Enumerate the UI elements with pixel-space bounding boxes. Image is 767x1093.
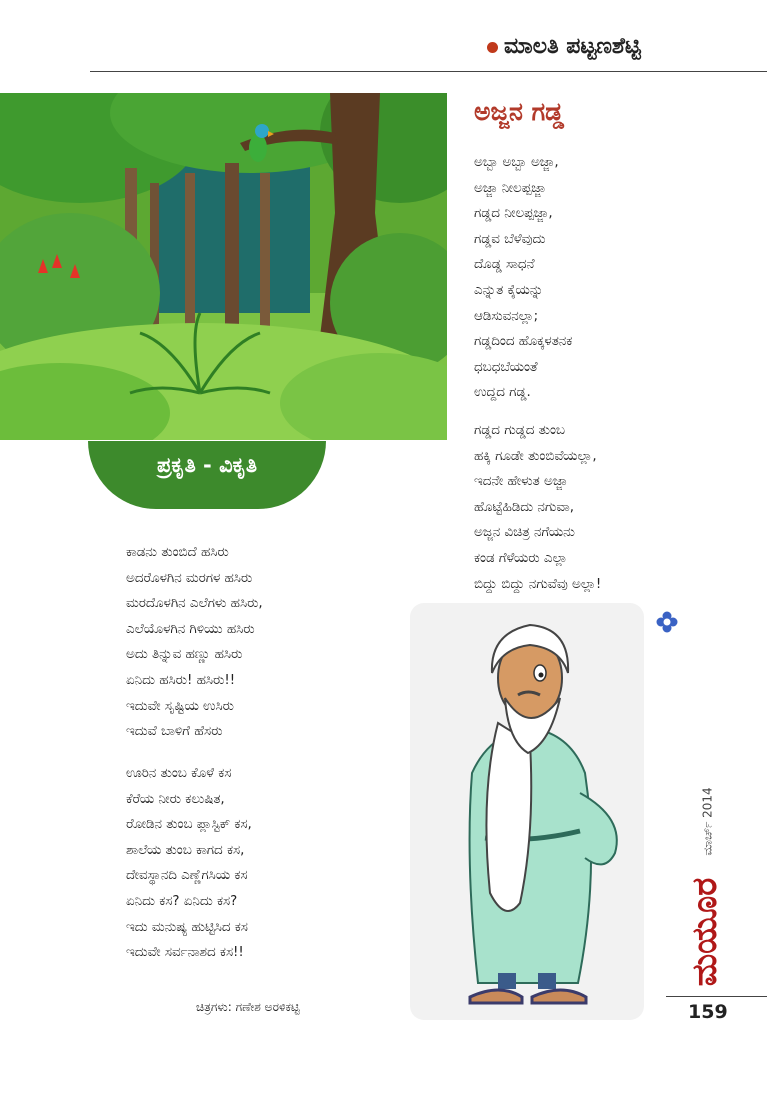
header-divider	[90, 71, 767, 72]
poem-line: ಎಲೆಯೊಳಗಿನ ಗಿಳಿಯು ಹಸಿರು	[126, 621, 255, 637]
author-name-text: ಮಾಲತಿ ಪಟ್ಟಣಶೆಟ್ಟಿ	[504, 34, 641, 59]
poem-line: ಶಾಲೆಯ ತುಂಬ ಕಾಗದ ಕಸ,	[126, 842, 245, 858]
poem-line: ಅಜ್ಜನ ವಿಚಿತ್ರ ನಗೆಯನು	[474, 525, 575, 541]
issue-date	[696, 787, 720, 856]
poem-line: ಏನಿದು ಹಸಿರು! ಹಸಿರು!!	[126, 672, 236, 688]
poem-line: ಗಡ್ಡದಿಂದ ಹೊಕ್ಕಳತನಕ	[474, 334, 573, 350]
forest-illustration	[0, 93, 447, 440]
magazine-name	[685, 850, 725, 1000]
poem2-stanza2	[126, 761, 252, 966]
poem-line: ಗಡ್ಡದ ಗುಡ್ಡದ ತುಂಬ	[474, 423, 565, 438]
poem-line: ಹಕ್ಕಿ ಗೂಡೇ ತುಂಬಿವೆಯಲ್ಲಾ,	[474, 448, 597, 464]
poem1-stanza1	[474, 150, 572, 406]
page-number: 159	[688, 1001, 728, 1023]
poem-line: ಗಡ್ಡವ ಬೆಳೆವುದು	[474, 231, 546, 247]
poem-line: ದೇವಸ್ಥಾನದಿ ಎಣ್ಣೆಗಸಿಯ ಕಸ	[126, 868, 248, 884]
poem-line: ಎನ್ನುತ ಕೈಯನ್ನು	[474, 282, 544, 298]
poem-line: ದೊಡ್ಡ ಸಾಧನೆ	[474, 257, 535, 273]
poem-line: ಇದನೇ ಹೇಳುತ ಅಜ್ಜಾ	[474, 474, 568, 490]
poem-line: ಗಡ್ಡದ ನೀಲಪ್ಪಜ್ಜಾ,	[474, 206, 553, 222]
poem-line: ಹೊಟ್ಟೆಹಿಡಿದು ನಗುವಾ,	[474, 499, 574, 515]
magazine-name-text: ಮಯೂರ	[685, 877, 725, 987]
poem-line: ಅಬ್ಬಾ ಅಬ್ಬಾ ಅಜ್ಜಾ,	[474, 155, 559, 170]
poem-line: ಬಿದ್ದು ಬಿದ್ದು ನಗುವೆವು ಅಲ್ಲಾ!	[474, 576, 602, 592]
poem-line: ಧಬಧಬೆಯಂತೆ	[474, 359, 538, 375]
poem1-stanza2	[474, 418, 601, 597]
poem-line: ಆಡಿಸುವನಲ್ಲಾ;	[474, 308, 539, 324]
old-man-illustration	[410, 603, 644, 1020]
poem-line: ಕೆರೆಯ ನೀರು ಕಲುಷಿತ,	[126, 791, 225, 807]
flower-ornament-icon	[656, 611, 678, 633]
poem-line: ಇದುವೇ ಸರ್ವನಾಶದ ಕಸ!!	[126, 945, 244, 961]
poem-line: ಅಜ್ಜಾ ನೀಲಪ್ಪಜ್ಜಾ	[474, 180, 546, 196]
poem-line: ರೋಡಿನ ತುಂಬ ಪ್ಲಾಸ್ಟಿಕ್ ಕಸ,	[126, 817, 252, 833]
poem-line: ಕಾಡನು ತುಂಬಿದೆ ಹಸಿರು	[126, 545, 229, 560]
poem-line: ಅದು ತಿನ್ನುವ ಹಣ್ಣು ಹಸಿರು	[126, 647, 243, 663]
poem-line: ಮರದೊಳಗಿನ ಎಲೆಗಳು ಹಸಿರು,	[126, 596, 263, 612]
author-name	[487, 34, 641, 59]
poem-title: ಅಜ್ಜನ ಗಡ್ಡ	[474, 97, 564, 126]
poem-line: ಕಂಡ ಗೆಳೆಯರು ಎಲ್ಲಾ	[474, 550, 568, 566]
footer-divider	[666, 996, 767, 997]
poem-line: ಊರಿನ ತುಂಬ ಕೊಳೆ ಕಸ	[126, 766, 232, 781]
issue-date-text: ಮಾರ್ಚ್ 2014	[700, 787, 715, 856]
bullet-dot-icon	[487, 42, 498, 53]
poem2-stanza1	[126, 540, 263, 745]
poem-line: ಇದುವೇ ಸೃಷ್ಟಿಯ ಉಸಿರು	[126, 698, 234, 714]
section-title: ಪ್ರಕೃತಿ - ವಿಕೃತಿ	[156, 453, 258, 477]
illustration-credit: ಚಿತ್ರಗಳು: ಗಣೇಶ ಅರಳಿಕಟ್ಟಿ	[196, 1000, 300, 1014]
poem-line: ಅದರೊಳಗಿನ ಮರಗಳ ಹಸಿರು	[126, 570, 253, 586]
poem-line: ಇದು ಮನುಷ್ಯ ಹುಟ್ಟಿಸಿದ ಕಸ	[126, 919, 248, 935]
poem-line: ಏನಿದು ಕಸ? ಏನಿದು ಕಸ?	[126, 893, 238, 909]
poem-line: ಉದ್ದದ ಗಡ್ಡ.	[474, 385, 531, 401]
poem-line: ಇದುವೆ ಬಾಳಿಗೆ ಹೆಸರು	[126, 724, 223, 740]
